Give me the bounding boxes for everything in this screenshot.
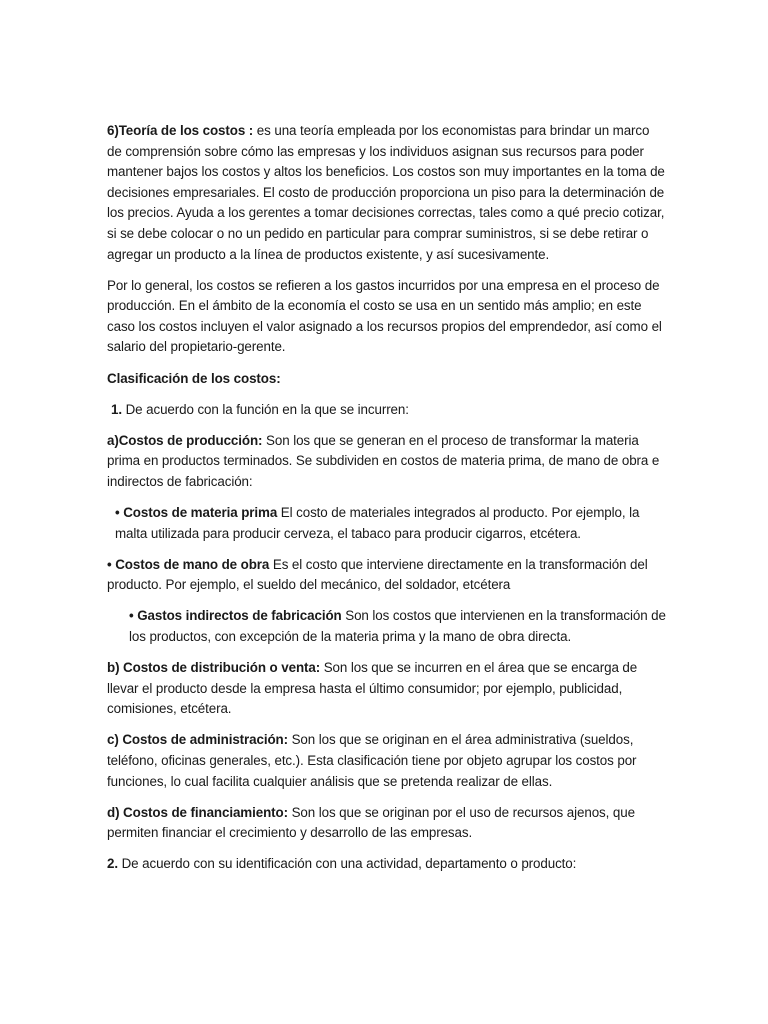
heading-materia-prima: • Costos de materia prima [115,505,278,520]
text-item-1: De acuerdo con la función en la que se incurren: [121,401,409,417]
paragraph-item-2 [107,854,667,875]
paragraph-item-1 [107,400,667,421]
paragraph-gastos-indirectos [107,606,667,647]
paragraph-materia-prima [107,503,667,544]
text-item-2: De acuerdo con su identificación con una actividad, departamento o producto: [117,856,577,872]
paragraph-costos-distribucion [107,658,667,720]
number-item-1: 1. [111,401,122,417]
paragraph-costos-financiamiento [107,803,667,844]
heading-costos-distribucion: b) Costos de distribución o venta: [107,660,321,676]
heading-costos-produccion: a)Costos de producción: [107,432,263,448]
text-teoria-costos: es una teoría empleada por los economistas para brindar un marco de comprensión sobre cómo las empresas y los individuos asignan sus recursos para poder mantener bajos los costos y altos los beneficios. Los costos son muy importantes en la toma de decisiones empresariales. El costo de producción proporciona un piso para la determinación de los precios. Ayuda a los gerentes a tomar decisiones correctas, tales como a qué precio cotizar, si se debe colocar o no un pedido en particular para comprar suministros, si se debe retirar o agregar un producto a la línea de productos existente, y así sucesivamente. [107,123,665,262]
paragraph-teoria-costos [107,121,667,265]
text-definicion-costos: Por lo general, los costos se refieren a los gastos incurridos por una empresa en el proceso de producción. En el ámbito de la economía el costo se usa en un sentido más amplio; en este caso los costos incluyen el valor asignado a los recursos propios del emprendedor, así como el salario del propietario-gerente. [107,277,662,355]
heading-costos-financiamiento: d) Costos de financiamiento: [107,804,288,820]
heading-costos-administracion: c) Costos de administración: [107,732,288,748]
text-materia-prima: El costo de materiales integrados al producto. Por ejemplo, la malta utilizada para producir cerveza, el tabaco para producir cigarros, etcétera. [115,505,640,541]
heading-clasificacion: Clasificación de los costos: [107,370,281,386]
text-mano-obra: Es el costo que interviene directamente en la transformación del producto. Por ejemplo, el sueldo del mecánico, del soldador, etcétera [107,556,648,593]
heading-mano-obra: • Costos de mano de obra [107,556,270,572]
text-costos-financiamiento: Son los que se originan por el uso de recursos ajenos, que permiten financiar el crecimiento y desarrollo de las empresas. [107,804,635,841]
paragraph-costos-produccion [107,431,667,493]
heading-teoria-costos: 6)Teoría de los costos : [107,123,254,138]
paragraph-definicion-costos [107,276,667,358]
paragraph-mano-obra [107,555,667,596]
paragraph-costos-administracion [107,730,667,792]
text-costos-administracion: Son los que se originan en el área administrativa (sueldos, teléfono, oficinas generales, etc.). Esta clasificación tiene por objeto agrupar los costos por funciones, lo cual facilita cualquier análisis que se pretenda realizar de ellas. [107,732,637,789]
text-gastos-indirectos: Son los costos que intervienen en la transformación de los productos, con excepción de la materia prima y la mano de obra directa. [129,608,666,644]
heading-gastos-indirectos: • Gastos indirectos de fabricación [129,608,342,624]
text-costos-distribucion: Son los que se incurren en el área que se encarga de llevar el producto desde la empresa hasta el último consumidor; por ejemplo, publicidad, comisiones, etcétera. [107,660,638,717]
document-body [107,121,667,885]
number-item-2: 2. [107,856,118,872]
paragraph-clasificacion [107,369,667,390]
text-costos-produccion: Son los que se generan en el proceso de transformar la materia prima en productos terminados. Se subdividen en costos de materia prima, de mano de obra e indirectos de fabricación: [107,432,660,489]
